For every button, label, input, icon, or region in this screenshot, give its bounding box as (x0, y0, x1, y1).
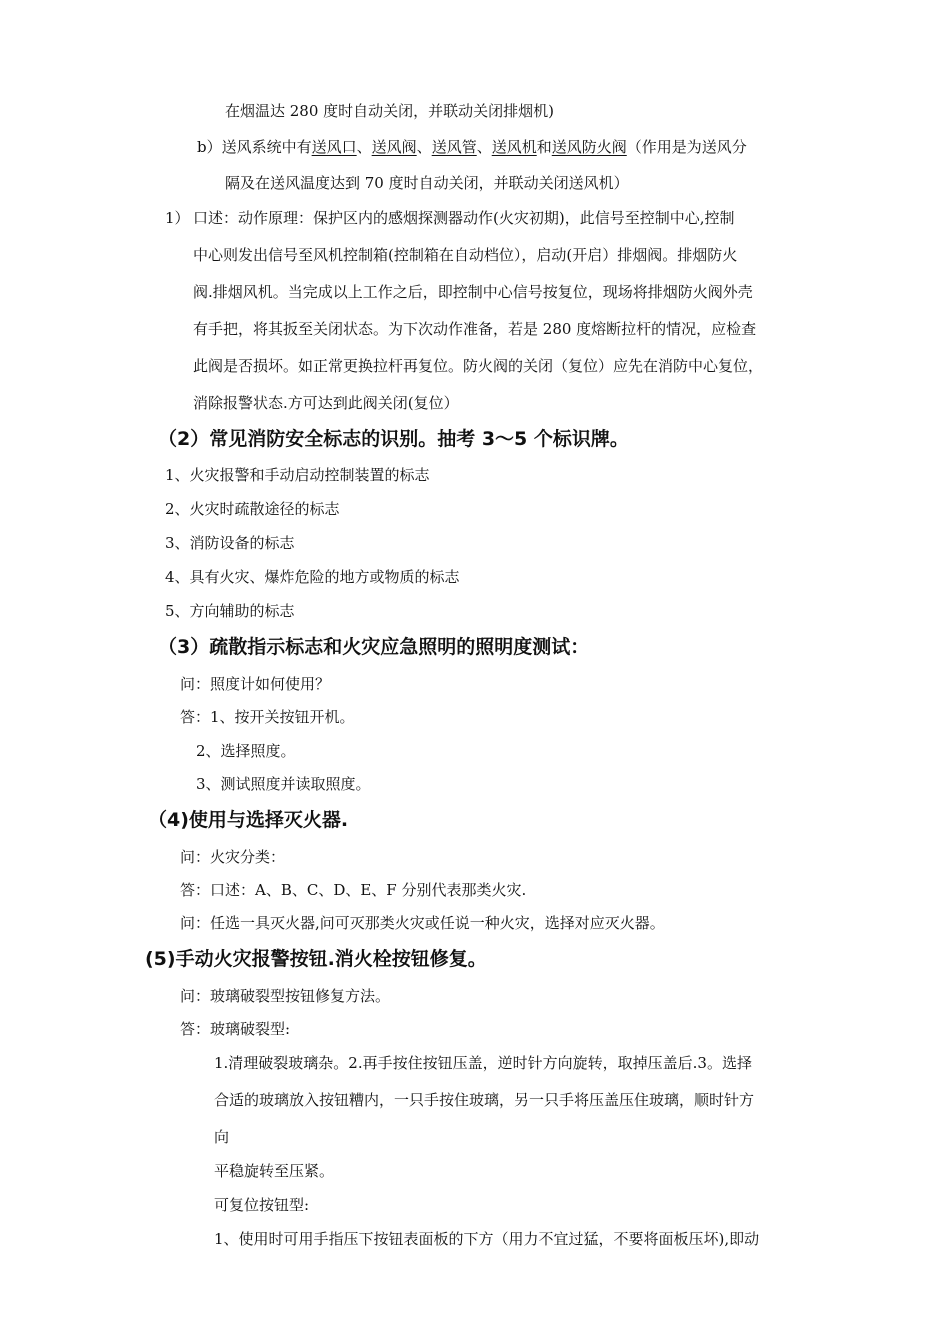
answer-line: 答：口述：A、B、C、D、E、F 分别代表那类火灾. (180, 881, 527, 899)
list-item: 1、火灾报警和手动启动控制装置的标志 (165, 466, 430, 484)
paragraph-line: 可复位按钮型: (214, 1196, 310, 1214)
answer-line: 2、选择照度。 (196, 742, 296, 760)
paragraph-line: 1、使用时可用手指压下按钮表面板的下方（用力不宜过猛，不要将面板压坏),即动 (214, 1230, 760, 1248)
paragraph-line: 阀.排烟风机。当完成以上工作之后，即控制中心信号按复位，现场将排烟防火阀外壳 (193, 283, 753, 301)
paragraph-line: 向 (214, 1128, 230, 1146)
section-heading: (5)手动火灾报警按钮.消火栓按钮修复。 (145, 948, 487, 970)
separator: 、 (416, 138, 432, 156)
separator: 、 (476, 138, 492, 156)
separator: 和 (536, 138, 552, 156)
list-marker: b） (197, 138, 222, 156)
list-item-b (197, 137, 747, 157)
paragraph-line: 1.清理破裂玻璃杂。2.再手按住按钮压盖，逆时针方向旋转，取掉压盖后.3。选择 (214, 1054, 752, 1072)
answer-line: 答：1、按开关按钮开机。 (180, 708, 355, 726)
answer-line: 3、测试照度并读取照度。 (196, 775, 371, 793)
paragraph-line: 在烟温达 280 度时自动关闭，并联动关闭排烟机) (225, 102, 555, 120)
paragraph-line: 此阀是否损坏。如正常更换拉杆再复位。防火阀的关闭（复位）应先在消防中心复位， (193, 357, 764, 375)
paragraph-line: 有手把，将其扳至关闭状态。为下次动作准备，若是 280 度熔断拉杆的情况，应检查 (193, 320, 757, 338)
question-line: 问：火灾分类： (180, 848, 286, 866)
paragraph-line: 合适的玻璃放入按钮糟内，一只手按住玻璃，另一只手将压盖压住玻璃，顺时针方 (214, 1091, 755, 1109)
underlined-term: 送风阀 (371, 138, 417, 156)
section-heading: （2）常见消防安全标志的识别。抽考 3～5 个标识牌。 (158, 428, 629, 450)
list-item: 5、方向辅助的标志 (165, 602, 295, 620)
list-marker: 1） (165, 209, 190, 227)
underlined-term: 送风防火阀 (551, 138, 627, 156)
underlined-term: 送风机 (491, 138, 537, 156)
question-line: 问：玻璃破裂型按钮修复方法。 (180, 987, 391, 1005)
underlined-term: 送风口 (311, 138, 357, 156)
paragraph-line: 消除报警状态.方可达到此阀关闭(复位） (193, 394, 459, 412)
separator: 、 (356, 138, 372, 156)
list-text: （作用是为送风分 (626, 138, 747, 156)
paragraph-line: 口述：动作原理：保护区内的感烟探测器动作(火灾初期)，此信号至控制中心,控制 (193, 209, 735, 227)
list-item: 4、具有火灾、爆炸危险的地方或物质的标志 (165, 568, 460, 586)
question-line: 问：任选一具灭火器,问可灭那类火灾或任说一种火灾，选择对应灭火器。 (180, 914, 665, 932)
answer-line: 答：玻璃破裂型: (180, 1020, 291, 1038)
question-line: 问：照度计如何使用？ (180, 675, 331, 693)
underlined-term: 送风管 (431, 138, 477, 156)
list-text: 送风系统中有 (221, 138, 312, 156)
section-heading: （4)使用与选择灭火器. (148, 809, 349, 831)
list-item: 2、火灾时疏散途径的标志 (165, 500, 340, 518)
section-heading: （3）疏散指示标志和火灾应急照明的照明度测试： (158, 636, 590, 658)
list-item: 3、消防设备的标志 (165, 534, 295, 552)
paragraph-line: 中心则发出信号至风机控制箱(控制箱在自动档位），启动(开启）排烟阀。排烟防火 (193, 246, 738, 264)
paragraph-line: 平稳旋转至压紧。 (214, 1162, 335, 1180)
paragraph-line: 隔及在送风温度达到 70 度时自动关闭，并联动关闭送风机） (225, 174, 629, 192)
